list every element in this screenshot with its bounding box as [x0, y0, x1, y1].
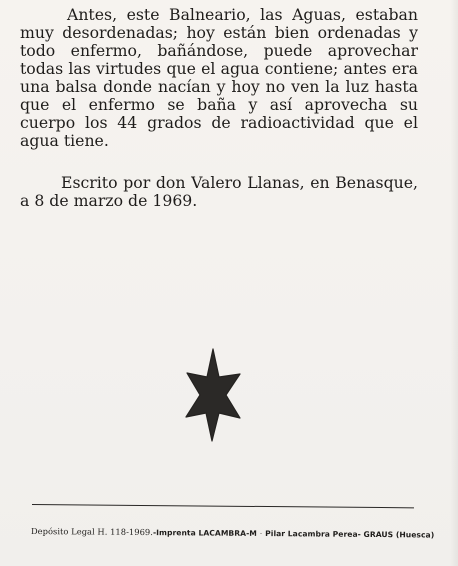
- body-text: [20, 6, 418, 210]
- paragraph-signature: Escrito por don Valero Llanas, en Benasque, a 8 de marzo de 1969.: [20, 173, 418, 210]
- legal-deposit: Depósito Legal H. 118-1969.: [30, 526, 154, 538]
- imprint-line: [30, 526, 435, 540]
- printer-name: Pilar Lacambra Perea- GRAUS (Huesca): [265, 529, 435, 540]
- imprint-separator: ·: [259, 529, 263, 539]
- page-edge-shadow: [450, 0, 458, 566]
- imprenta-name: -Imprenta LACAMBRA-M: [152, 528, 257, 538]
- paragraph-balneario: Antes, este Balneario, las Aguas, estaban muy desordenadas; hoy están bien ordenadas y todo enfermo, bañándose, puede aprovechar todas las virtudes que el agua contiene; antes era una balsa donde nacían y hoy no ven la luz hasta que el enfermo se baña y así aprovecha su cuerpo los 44 grados de radioactividad que el agua tiene.: [20, 5, 418, 150]
- footer-divider: [32, 504, 414, 508]
- six-pointed-star-icon: [182, 347, 244, 443]
